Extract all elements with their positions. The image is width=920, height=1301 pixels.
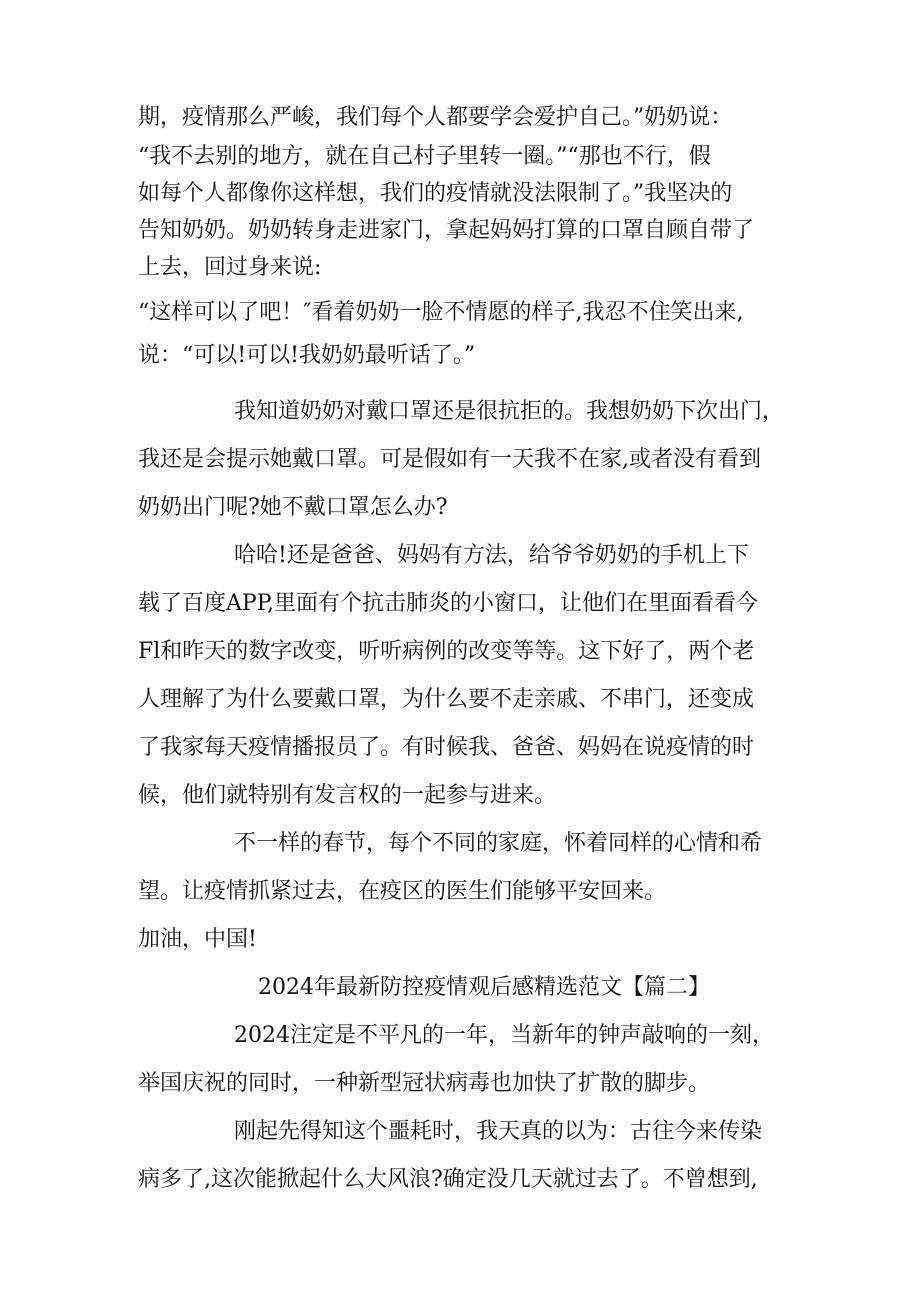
text-line: 望。让疫情抓紧过去，在疫区的医生们能够平安回来。 [138, 879, 667, 904]
text-line: 上去，回过身来说: [138, 255, 322, 280]
text-line: 如每个人都像你这样想，我们的疫情就没法限制了。”我坚决的 [138, 181, 733, 206]
text-line: 期，疫情那么严峻，我们每个人都要学会爱护自己。”奶奶说： [138, 105, 733, 130]
text-line: 举国庆祝的同时，一种新型冠状病毒也加快了扩散的脚步。 [138, 1071, 711, 1096]
text-line: 我知道奶奶对戴口罩还是很抗拒的。我想奶奶下次出门， [234, 399, 785, 424]
text-line: 告知奶奶。奶奶转身走进家门，拿起妈妈打算的口罩自顾自带了 [138, 218, 755, 243]
text-line: 不一样的春节，每个不同的家庭，怀着同样的心情和希 [234, 831, 763, 856]
text-line: 刚起先得知这个噩耗时，我天真的以为：古往今来传染 [234, 1119, 763, 1144]
text-line: 病多了,这次能掀起什么大风浪?确定没几天就过去了。不曾想到, [138, 1167, 758, 1192]
text-line: “我不去别的地方，就在自己村子里转一圈。”“那也不行，假 [138, 144, 711, 169]
text-line: 我还是会提示她戴口罩。可是假如有一天我不在家,或者没有看到 [138, 447, 761, 472]
text-line: 载了百度APP,里面有个抗击肺炎的小窗口，让他们在里面看看今 [138, 591, 759, 616]
text-line: 加油，中国! [138, 927, 257, 952]
text-line: 候，他们就特别有发言权的一起参与进来。 [138, 783, 557, 808]
text-line: 奶奶出门呢?她不戴口罩怎么办? [138, 495, 448, 520]
section-heading: 2024年最新防控疫情观后感精选范文【篇二】 [258, 975, 710, 1000]
text-line: 说：“可以!可以!我奶奶最听话了。” [138, 343, 476, 368]
text-line: “这样可以了吧！″看着奶奶一脸不情愿的样子,我忍不住笑出来, [138, 300, 744, 325]
text-line: 2024注定是不平凡的一年，当新年的钟声敲响的一刻， [234, 1023, 774, 1048]
text-line: 哈哈!还是爸爸、妈妈有方法，给爷爷奶奶的手机上下 [234, 543, 749, 568]
text-line: Fl和昨天的数字改变，听听病例的改变等等。这下好了，两个老 [138, 639, 755, 664]
text-line: 人理解了为什么要戴口罩，为什么要不走亲戚、不串门，还变成 [138, 687, 755, 712]
text-line: 了我家每天疫情播报员了。有时候我、爸爸、妈妈在说疫情的时 [138, 735, 755, 760]
